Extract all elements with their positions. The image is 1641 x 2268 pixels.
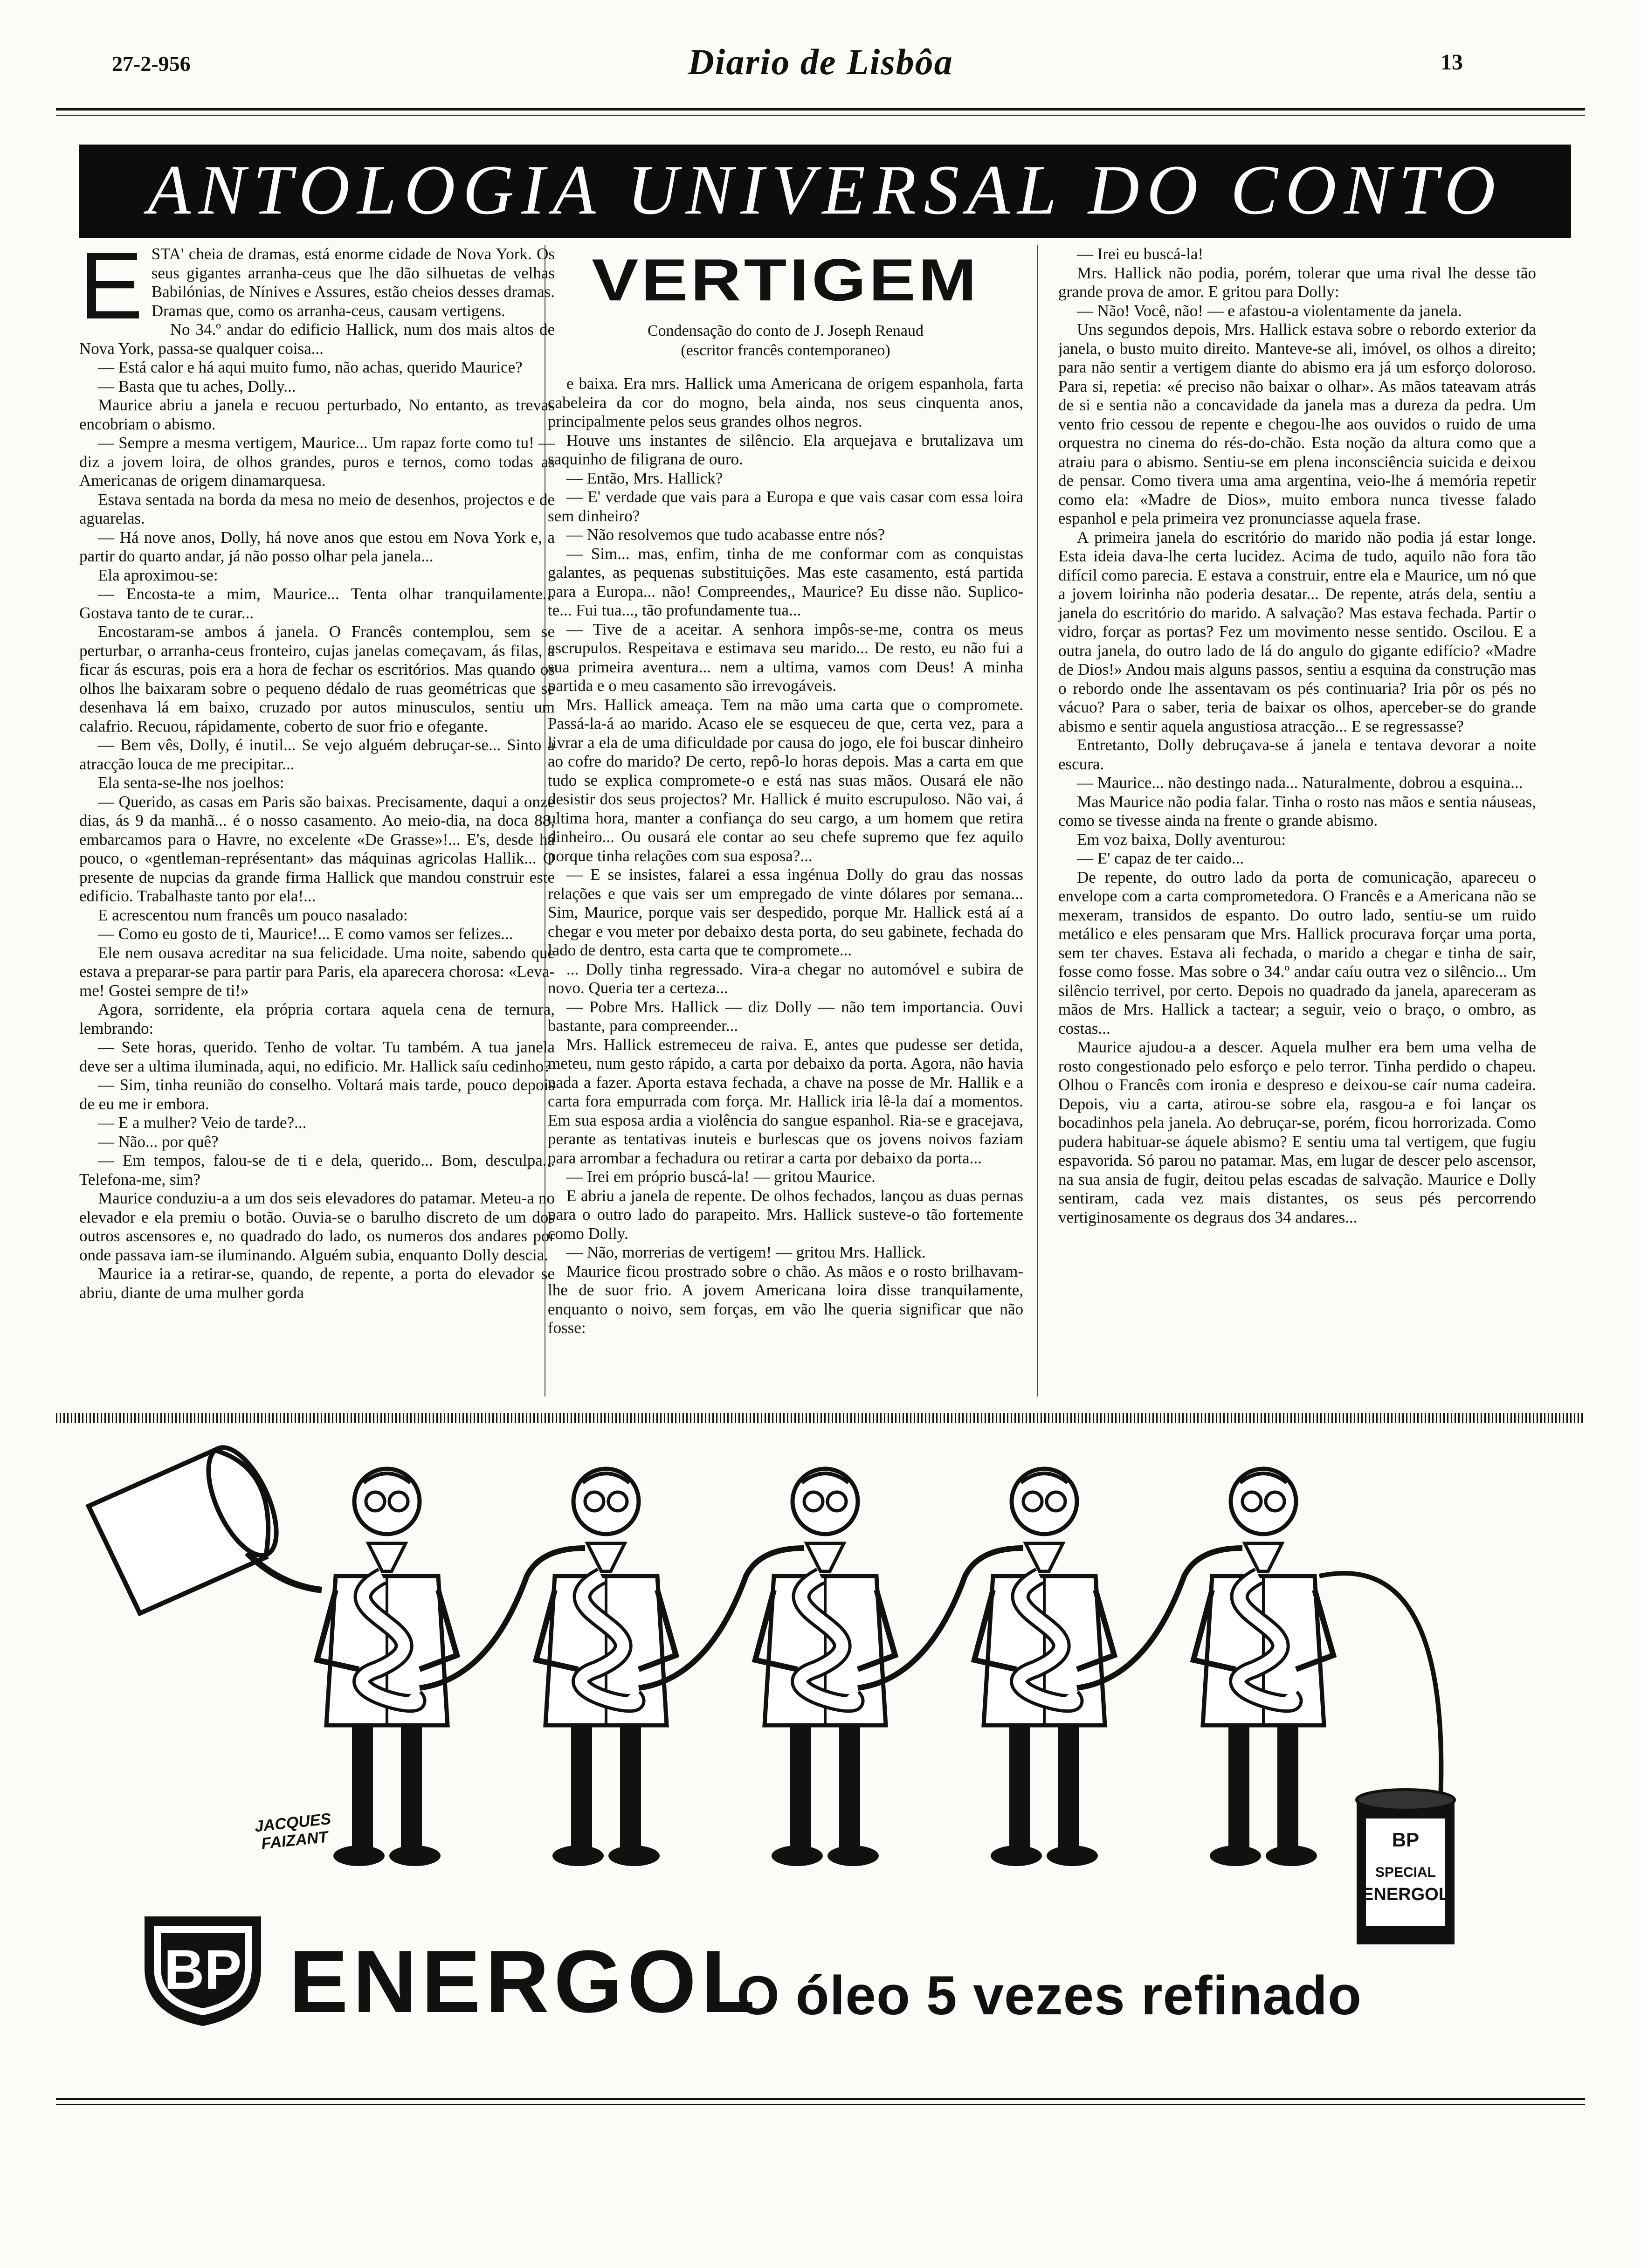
story-paragraph: Agora, sorridente, ela própria cortara aquela cena de ternura, lembrando:	[79, 1000, 555, 1037]
column-divider	[1037, 245, 1038, 1397]
story-paragraph: Em voz baixa, Dolly aventurou:	[1077, 830, 1286, 849]
story-paragraph: — Sim... mas, enfim, tinha de me conformar com as conquistas galantes, as pequenas substituições. Mas este casamento, está partida para a Europa... não! Compreendes,, Maurice? Eu disse não. Suplico-te... Fui tua..., tão profundamente tua...	[548, 544, 1023, 619]
story-paragraph: A primeira janela do escritório do marido não podia já estar longe. Esta ideia dava-lhe certa lucidez. Acima de tudo, aquilo não fora tão difícil como parecia. E estava a construir, entre ela e Maurice, um nó que a jovem loirinha não poderia desatar... De repente, atrás dela, sentiu a janela do escritório do marido. A salvação? Mas estava fechada. Partir o vidro, forçar as portas? Fez um movimento nesse sentido. Oscilou. E a outra janela, do outro lado de lá do angulo do gigante edifício? «Madre de Dios!» Andou mais alguns passos, sentiu a esquina da construção mas o rebordo onde lhe assentavam os pés continuaria? Iria pôr os pés no vácuo? Para o saber, teria de baixar os olhos, aperceber-se do grande abismo e sentir aquela angustiosa atracção... E se regressasse?	[1058, 528, 1536, 735]
story-title: VERTIGEM	[592, 246, 979, 313]
chemist-figure	[536, 1469, 804, 1866]
chemist-figure	[1193, 1469, 1333, 1866]
story-paragraph: — E' capaz de ter caido...	[1077, 849, 1244, 867]
story-paragraph: Uns segundos depois, Mrs. Hallick estava sobre o rebordo exterior da janela, o busto muito direito. Manteve-se ali, imóvel, os olhos a direito; para não sentir a vertigem diante do abismo era já um esforço doloroso. Para si, repetia: «é preciso não baixar o olhar». As mãos tateavam atrás de si e sentia não a concavidade da janela mas a dureza da pedra. Um vento frio cessou de repente e chegou-lhe aos ouvidos o ruido de uma orquestra no cinema do rés-do-chão. Esta noção da altura como que a atraiu para o abismo. Sentiu-se em plena inconsciência suicida e deixou de pensar. Como tivera uma ama argentina, veio-lhe á memória repetir como ela: «Madre de Dios», muito embora nunca tivesse falado espanhol e pela primeira vez pronunciasse aquela frase.	[1058, 320, 1536, 527]
chemist-figure	[755, 1469, 1023, 1866]
story-paragraph: — Pobre Mrs. Hallick — diz Dolly — não tem importancia. Ouvi bastante, para compreender...	[548, 997, 1023, 1035]
story-paragraph: — Não, morrerias de vertigem! — gritou Mrs. Hallick.	[566, 1243, 926, 1261]
story-paragraph: — Tive de a aceitar. A senhora impôs-se-me, contra os meus escrupulos. Respeitava e estimava seu marido... De resto, eu não fui a sua primeira aventura... nem a ultima, vamos com Deus! A minha partida e o meu casamento são irrevogáveis.	[548, 620, 1023, 695]
story-paragraph: Encostaram-se ambos á janela. O Francês contemplou, sem se perturbar, o arranha-ceus fronteiro, cujas janelas começavam, ás filas, a ficar ás escuras, pois era a hora de fechar os escritórios. Mas quando os olhos lhe baixaram sobre o pequeno dédalo de ruas geométricas que se desenhava lá em baixo, cruzado por autos minusculos, sentiu um calafrio. Recuou, rápidamente, coberto de suor frio e ofegante.	[79, 622, 555, 735]
story-paragraph: Maurice ficou prostrado sobre o chão. As mãos e o rosto brilhavam-lhe de suor frio. A jovem Americana loira disse tranquilamente, enquanto o noivo, sem forças, em vão lhe queria significar que não fosse:	[548, 1262, 1023, 1337]
story-paragraph: — E a mulher? Veio de tarde?...	[98, 1113, 307, 1132]
section-banner-title: ANTOLOGIA UNIVERSAL DO CONTO	[147, 151, 1503, 229]
story-paragraph: No 34.º andar do edificio Hallick, num dos mais altos de Nova York, passa-se qualquer coisa...	[79, 320, 555, 358]
story-paragraph: Maurice abriu a janela e recuou perturbado, No entanto, as trevas encobriam o abismo.	[79, 396, 555, 433]
story-paragraph: Estava sentada na borda da mesa no meio de desenhos, projectos e de aguarelas.	[79, 490, 555, 527]
drop-cap: E	[79, 245, 143, 339]
oil-drum-icon	[89, 1438, 290, 1613]
story-paragraph: Houve uns instantes de silêncio. Ela arquejava e brutalizava um saquinho de filigrana de ouro.	[548, 431, 1023, 468]
story-paragraph: — Então, Mrs. Hallick?	[566, 469, 723, 487]
section-separator	[56, 1413, 1585, 1423]
story-paragraph: Entretanto, Dolly debruçava-se á janela e tentava devorar a noite escura.	[1058, 736, 1536, 773]
story-paragraph: — Sete horas, querido. Tenho de voltar. Tu também. A tua janela deve ser a ultima iluminada, aqui, no edificio. Mr. Hallick saíu cedinho?	[79, 1038, 555, 1075]
story-paragraph: Mrs. Hallick ameaça. Tem na mão uma carta que o compromete. Passá-la-á ao marido. Acaso ele se esqueceu de que, certa vez, para a livrar a ela de uma dificuldade por causa do jogo, ele foi buscar dinheiro ao cofre do marido? De certo, repô-lo horas depois. Mas a carta em que tudo se explica compromete-o e está nas suas mãos. Ousará ele não desistir dos seus projectos? Mr. Hallick é muito escrupuloso. Não vai, á ultima hora, manter a confiança do seu cargo, a um homem que retira dinheiro... Ou ousará ele contar ao seu chefe supremo que fez aquilo porque tinha relações com sua esposa?...	[548, 695, 1023, 865]
footer-rule-top	[56, 2098, 1585, 2100]
story-paragraph: — Irei eu buscá-la!	[1077, 245, 1204, 263]
issue-date: 27-2-956	[112, 52, 191, 76]
story-paragraph: — Em tempos, falou-se de ti e dela, querido... Bom, desculpa... Telefona-me, sim?	[79, 1151, 555, 1189]
story-paragraph: E acrescentou num francês um pouco nasalado:	[98, 906, 408, 924]
story-paragraph: Ela senta-se-lhe nos joelhos:	[98, 774, 284, 792]
story-paragraph: — Irei em próprio buscá-la! — gritou Maurice.	[566, 1168, 876, 1186]
chemist-figure	[317, 1469, 585, 1866]
story-paragraph: — Sempre a mesma vertigem, Maurice... Um rapaz forte como tu! — diz a jovem loira, de olhos grandes, puros e ternos, como todas as Americanas de origem dinamarquesa.	[79, 434, 555, 490]
story-paragraph: — E se insistes, falarei a essa ingénua Dolly do grau das nossas relações e que vais ser um empregado de vinte dólares por semana... Sim, Maurice, porque vais ser despedido, porque Mr. Hallick está aí a chegar e vou meter por debaixo desta porta, do seu gabinete, fechada do lado de dentro, esta carta que te compromete...	[548, 865, 1023, 959]
story-paragraph: — Sim, tinha reunião do conselho. Voltará mais tarde, pouco depois de eu me ir embora.	[79, 1076, 555, 1113]
story-paragraph: — Não... por quê?	[98, 1132, 219, 1151]
story-paragraph: Mrs. Hallick estremeceu de raiva. E, antes que pudesse ser detida, meteu, num gesto rápido, a carta por debaixo da porta. Agora, não havia nada a fazer. Aporta estava fechada, a chave na posse de Mr. Hallik e a carta fora empurrada com força. Mr. Hallick iria lê-la daí a momentos. Em sua esposa ardia a violência do sangue espanhol. Ria-se e gracejava, perante as tentativas inuteis e burlescas que os jovens noivos faziam para arrombar a fechadura ou retirar a carta por debaixo da porta...	[548, 1035, 1023, 1167]
story-credit: Condensação do conto de J. Joseph Renaud	[647, 322, 924, 339]
story-paragraph: — Maurice... não destingo nada... Naturalmente, dobrou a esquina...	[1077, 774, 1523, 792]
story-paragraph: — Não! Você, não! — e afastou-a violentamente da janela.	[1077, 301, 1462, 320]
advert-slogan: O óleo 5 vezes refinado	[737, 1965, 1362, 2026]
oil-stream-final	[1319, 1573, 1441, 1800]
bp-logo-text: BP	[164, 1938, 242, 2001]
newspaper-masthead: Diario de Lisbôa	[688, 41, 953, 82]
story-paragraph: — Bem vês, Dolly, é inutil... Se vejo alguém debruçar-se... Sinto a atracção louca de me precipitar...	[79, 736, 555, 773]
story-paragraph: ... Dolly tinha regressado. Vira-a chegar no automóvel e subira de novo. Queria ter a certeza...	[548, 960, 1023, 997]
story-credit-note: (escritor francês contemporaneo)	[681, 342, 890, 359]
story-paragraph: — Está calor e há aqui muito fumo, não achas, querido Maurice?	[98, 358, 523, 376]
story-paragraph: — Há nove anos, Dolly, há nove anos que estou em Nova York e, a partir do quarto andar, já não posso olhar pela janela...	[79, 528, 555, 565]
bp-shield-logo	[140, 1907, 266, 2028]
story-paragraph: — Não resolvemos que tudo acabasse entre nós?	[566, 526, 885, 544]
masthead-rule-top	[56, 108, 1585, 111]
story-paragraph: Ele nem ousava acreditar na sua felicidade. Uma noite, sabendo que estava a preparar-se para partir para Paris, ela aparecera chorosa: «Leva-me! Gostei sempre de ti!»	[79, 943, 555, 1000]
masthead-rule-bottom	[56, 115, 1585, 116]
story-paragraph: — Querido, as casas em Paris são baixas. Precisamente, daqui a onze dias, ás 9 da manhã... é o nosso casamento. Ao meio-dia, na doca 88, embarcamos para o Havre, no excelente «De Grasse»!... E's, desde há pouco, o «gentleman-représentant» das máquinas agricolas Hallik... O presente de nupcias da grande firma Hallick que mandou construir este edificio. Trabalhaste tanto por ela!...	[79, 792, 555, 905]
story-paragraph: De repente, do outro lado da porta de comunicação, apareceu o envelope com a carta comprometedora. O Francês e a Americana não se mexeram, transidos de espanto. Do outro lado, sentiu-se um ruido metálico e eles pensaram que Mrs. Hallick procurava forçar uma porta, sem ter chaves. Estava ali fechada, o marido a chegar e tinha de sair, fosse como fosse. Mas sobre o 34.º andar caíu outra vez o silêncio... Um silêncio terrivel, por certo. Depois no quadrado da janela, apareceram as mãos de Mrs. Hallick a tactear; a seguir, veio o braço, o ombro, as costas...	[1058, 868, 1536, 1037]
advert-brand: ENERGOL	[289, 1932, 760, 2031]
can-label-brand: ENERGOL	[1362, 1885, 1449, 1904]
can-label-special: SPECIAL	[1375, 1865, 1436, 1880]
story-paragraph: Maurice ia a retirar-se, quando, de repente, a porta do elevador se abriu, diante de uma mulher gorda	[79, 1265, 555, 1302]
can-label-logo: BP	[1392, 1829, 1420, 1851]
story-column-2	[548, 245, 1023, 1401]
page-number: 13	[1441, 50, 1463, 75]
story-paragraph: Mas Maurice não podia falar. Tinha o rosto nas mãos e sentia náuseas, como se tivesse ainda na frente o grande abismo.	[1058, 792, 1536, 830]
section-banner	[79, 145, 1571, 238]
story-paragraph: — E' verdade que vais para a Europa e que vais casar com essa loira sem dinheiro?	[548, 488, 1023, 525]
story-paragraph: STA' cheia de dramas, está enorme cidade de Nova York. Os seus gigantes arranha-ceus que lhe dão silhuetas de velhas Babilónias, de Nínives e Assures, estão cheios desses dramas. Dramas que, como os arranha-ceus, causam vertigens.	[151, 245, 555, 320]
story-paragraph: E abriu a janela de repente. De olhos fechados, lançou as duas pernas para o outro lado do parapeito. Mrs. Hallick susteve-o tão fortemente como Dolly.	[548, 1186, 1023, 1243]
story-paragraph: — Como eu gosto de ti, Maurice!... E como vamos ser felizes...	[98, 925, 513, 943]
story-paragraph: Maurice conduziu-a a um dos seis elevadores do patamar. Meteu-a no elevador e ela premiu o botão. Ouvia-se o barulho discreto de um dos outros ascensores e, no quadrado do lado, os numeros dos andares por onde passava iam-se iluminando. Alguém subia, enquanto Dolly descia.	[79, 1189, 555, 1264]
story-paragraph: Maurice ajudou-a a descer. Aquela mulher era bem uma velha de rosto congestionado pelo esforço e pelo terror. Tinha perdido o chapeu. Olhou o Francês com ironia e despreso e deixou-se caír numa cadeira. Depois, viu a carta, atirou-se sobre ela, rasgou-a e foi lançar os bocadinhos pela janela. Ao debruçar-se, porém, ficou horrorizada. Como pudera habituar-se áquele abismo? E sentiu uma tal vertigem, que fugiu espavorida. Só parou no patamar. Mas, em lugar de descer pelo ascensor, na sua ansia de fugir, deitou pelas escadas de salvação. Maurice e Dolly sentiram, cada vez mais distantes, os seus pés percorrendo vertiginosamente os degraus dos 34 andares...	[1058, 1038, 1536, 1226]
story-paragraph: Ela aproximou-se:	[98, 566, 218, 584]
story-paragraph: — Encosta-te a mim, Maurice... Tenta olhar tranquilamente... Gostava tanto de te curar...	[79, 585, 555, 622]
artist-signature: JACQUES FAIZANT	[254, 1810, 332, 1853]
story-paragraph: e baixa. Era mrs. Hallick uma Americana de origem espanhola, farta cabeleira da cor do mogno, bela ainda, nos seus cinquenta anos, principalmente pelos seus grandes olhos negros.	[548, 374, 1023, 430]
story-column-3	[1058, 245, 1536, 1401]
story-paragraph: Mrs. Hallick não podia, porém, tolerar que uma rival lhe desse tão grande prova de amor. E gritou para Dolly:	[1058, 263, 1536, 301]
energol-can-icon	[1357, 1790, 1455, 1944]
footer-rule-bottom	[56, 2104, 1585, 2105]
chemist-figure	[974, 1469, 1242, 1866]
story-column-1	[79, 245, 555, 1401]
story-paragraph: — Basta que tu aches, Dolly...	[98, 377, 296, 395]
